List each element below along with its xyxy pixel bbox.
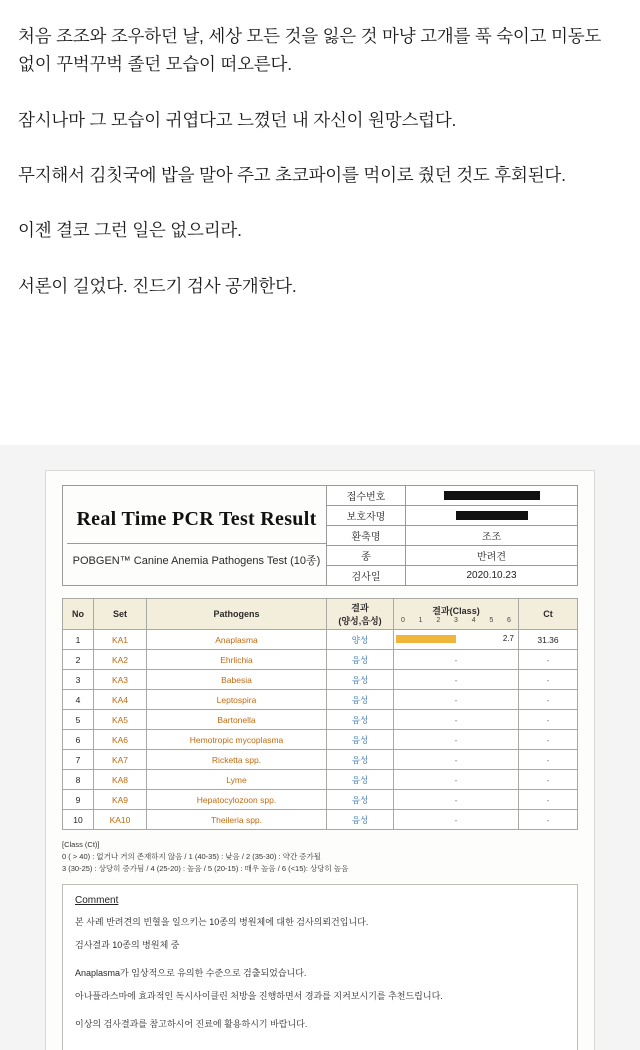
cell-no: 7	[63, 750, 94, 770]
class-tick-2: 2	[436, 617, 441, 624]
cell-no: 5	[63, 710, 94, 730]
cell-result: 음성	[327, 730, 394, 750]
cell-set: KA5	[94, 710, 147, 730]
cell-pathogen: Hemotropic mycoplasma	[147, 730, 327, 750]
cell-result: 음성	[327, 790, 394, 810]
meta-value-species: 반려견	[406, 546, 577, 565]
comment-line-2: 검사결과 10종의 병원체 중	[75, 939, 180, 950]
story-paragraph-5: 서론이 길었다. 진드기 검사 공개한다.	[18, 275, 297, 296]
cell-set: KA4	[94, 690, 147, 710]
cell-no: 9	[63, 790, 94, 810]
meta-value-test-date: 2020.10.23	[406, 566, 577, 585]
meta-value-patient-name: 조조	[406, 526, 577, 545]
story-paragraph-3: 무지해서 김칫국에 밥을 말아 주고 초코파이를 먹이로 줬던 것도 후회된다.	[18, 165, 566, 186]
cell-pathogen: Leptospira	[147, 690, 327, 710]
report-title: Real Time PCR Test Result	[76, 508, 317, 530]
column-header-pathogens: Pathogens	[147, 599, 327, 630]
table-row	[63, 650, 578, 670]
class-legend	[62, 839, 578, 874]
table-row	[63, 670, 578, 690]
story-paragraph-1: 처음 조조와 조우하던 날, 세상 모든 것을 잃은 것 마냥 고개를 푹 숙이고 미동도 없이 꾸벅꾸벅 졸던 모습이 떠오른다.	[18, 26, 602, 75]
class-tick-3: 3	[454, 617, 458, 624]
redaction-bar	[444, 491, 540, 500]
column-header-ct: Ct	[519, 599, 578, 630]
cell-set: KA7	[94, 750, 147, 770]
legend-line-1: 0 ( > 40) : 없거나 거의 존재하지 않음 / 1 (40-35) : 낮음 / 2 (35-30) : 약간 증가될	[62, 852, 322, 862]
comment-line-4: 아나플라스마에 효과적인 독시사이클린 처방을 진행하면서 경과를 지켜보시기를 추천드립니다.	[75, 990, 443, 1001]
cell-ct: -	[519, 770, 578, 790]
cell-pathogen: Theileria spp.	[147, 810, 327, 830]
report-meta-table	[327, 486, 577, 585]
cell-result: 음성	[327, 670, 394, 690]
meta-row-receipt-no	[327, 486, 577, 506]
table-row	[63, 810, 578, 830]
meta-value-guardian-name	[406, 506, 577, 525]
cell-pathogen: Anaplasma	[147, 630, 327, 650]
cell-pathogen: Ricketta spp.	[147, 750, 327, 770]
cell-class: -	[394, 650, 519, 670]
meta-value-receipt-no	[406, 486, 577, 505]
report-subtitle: POBGEN™ Canine Anemia Pathogens Test (10종)	[67, 543, 326, 571]
class-tick-4: 4	[471, 617, 476, 624]
story-paragraph-2: 잠시나마 그 모습이 귀엽다고 느꼈던 내 자신이 원망스럽다.	[18, 109, 457, 130]
column-header-set: Set	[94, 599, 147, 630]
cell-result: 양성	[327, 630, 394, 650]
column-header-class-label: 결과(Class)	[432, 606, 480, 616]
cell-pathogen: Bartonella	[147, 710, 327, 730]
class-tick-1: 1	[418, 617, 423, 624]
class-value: 2.7	[502, 634, 514, 643]
cell-ct: -	[519, 810, 578, 830]
column-header-result	[327, 599, 394, 630]
results-table-body	[63, 630, 578, 830]
class-tick-0: 0	[401, 617, 405, 624]
cell-class: -	[394, 750, 519, 770]
cell-set: KA10	[94, 810, 147, 830]
report-header	[62, 485, 578, 586]
meta-label-receipt-no: 접수번호	[327, 486, 406, 505]
cell-ct: 31.36	[519, 630, 578, 650]
table-row	[63, 730, 578, 750]
redaction-bar	[456, 511, 528, 520]
legend-header: [Class (Ct)]	[62, 840, 100, 849]
cell-result: 음성	[327, 750, 394, 770]
story-text	[0, 0, 640, 300]
cell-ct: -	[519, 710, 578, 730]
meta-row-species	[327, 546, 577, 566]
meta-label-test-date: 검사일	[327, 566, 406, 585]
table-header-row	[63, 599, 578, 630]
cell-result: 음성	[327, 810, 394, 830]
cell-pathogen: Ehrlichia	[147, 650, 327, 670]
cell-no: 8	[63, 770, 94, 790]
cell-class: -	[394, 690, 519, 710]
cell-class	[394, 630, 519, 650]
cell-ct: -	[519, 730, 578, 750]
cell-result: 음성	[327, 770, 394, 790]
table-row	[63, 750, 578, 770]
class-scale-ticks	[397, 617, 515, 624]
cell-class: -	[394, 770, 519, 790]
cell-pathogen: Babesia	[147, 670, 327, 690]
column-header-result-line2: (양성,음성)	[338, 616, 382, 626]
cell-no: 6	[63, 730, 94, 750]
table-row	[63, 710, 578, 730]
results-table	[62, 598, 578, 830]
cell-no: 1	[63, 630, 94, 650]
cell-class: -	[394, 790, 519, 810]
cell-set: KA3	[94, 670, 147, 690]
meta-row-test-date	[327, 566, 577, 585]
table-row	[63, 690, 578, 710]
story-paragraph-4: 이젠 결코 그런 일은 없으리라.	[18, 220, 242, 241]
cell-ct: -	[519, 790, 578, 810]
meta-label-guardian-name: 보호자명	[327, 506, 406, 525]
cell-set: KA9	[94, 790, 147, 810]
cell-pathogen: Hepatocylozoon spp.	[147, 790, 327, 810]
column-header-result-line1: 결과	[351, 603, 369, 613]
comment-line-3: Anaplasma가 임상적으로 유의한 수준으로 검출되었습니다.	[75, 967, 307, 978]
cell-result: 음성	[327, 690, 394, 710]
cell-result: 음성	[327, 710, 394, 730]
cell-no: 10	[63, 810, 94, 830]
lab-report-sheet	[45, 470, 595, 1050]
meta-row-patient-name	[327, 526, 577, 546]
cell-class: -	[394, 730, 519, 750]
meta-label-patient-name: 환축명	[327, 526, 406, 545]
cell-class: -	[394, 810, 519, 830]
cell-ct: -	[519, 670, 578, 690]
legend-line-2: 3 (30-25) : 상당히 증가됨 / 4 (25-20) : 높음 / 5 (20-15) : 매우 높음 / 6 (<15): 상당히 높음	[62, 863, 349, 873]
table-row	[63, 770, 578, 790]
comment-title: Comment	[75, 894, 119, 906]
report-title-block	[63, 486, 327, 585]
table-row	[63, 630, 578, 650]
cell-no: 2	[63, 650, 94, 670]
cell-ct: -	[519, 690, 578, 710]
cell-class: -	[394, 670, 519, 690]
meta-label-species: 종	[327, 546, 406, 565]
cell-ct: -	[519, 650, 578, 670]
comment-line-5: 이상의 검사결과를 참고하시어 진료에 활용하시기 바랍니다.	[75, 1018, 308, 1029]
class-bar-track	[394, 632, 518, 647]
cell-ct: -	[519, 750, 578, 770]
lab-report-image	[0, 445, 640, 1050]
class-bar-fill	[396, 635, 456, 643]
comment-box	[62, 884, 578, 1050]
cell-pathogen: Lyme	[147, 770, 327, 790]
cell-set: KA8	[94, 770, 147, 790]
table-row	[63, 790, 578, 810]
cell-no: 3	[63, 670, 94, 690]
comment-line-1: 본 사례 반려견의 빈혈을 일으키는 10종의 병원체에 대한 검사의뢰건입니다.	[75, 916, 369, 927]
column-header-class	[394, 599, 519, 630]
cell-class: -	[394, 710, 519, 730]
column-header-no: No	[63, 599, 94, 630]
class-tick-6: 6	[507, 617, 511, 624]
cell-result: 음성	[327, 650, 394, 670]
cell-set: KA1	[94, 630, 147, 650]
cell-no: 4	[63, 690, 94, 710]
cell-set: KA6	[94, 730, 147, 750]
cell-set: KA2	[94, 650, 147, 670]
meta-row-guardian-name	[327, 506, 577, 526]
class-tick-5: 5	[489, 617, 494, 624]
